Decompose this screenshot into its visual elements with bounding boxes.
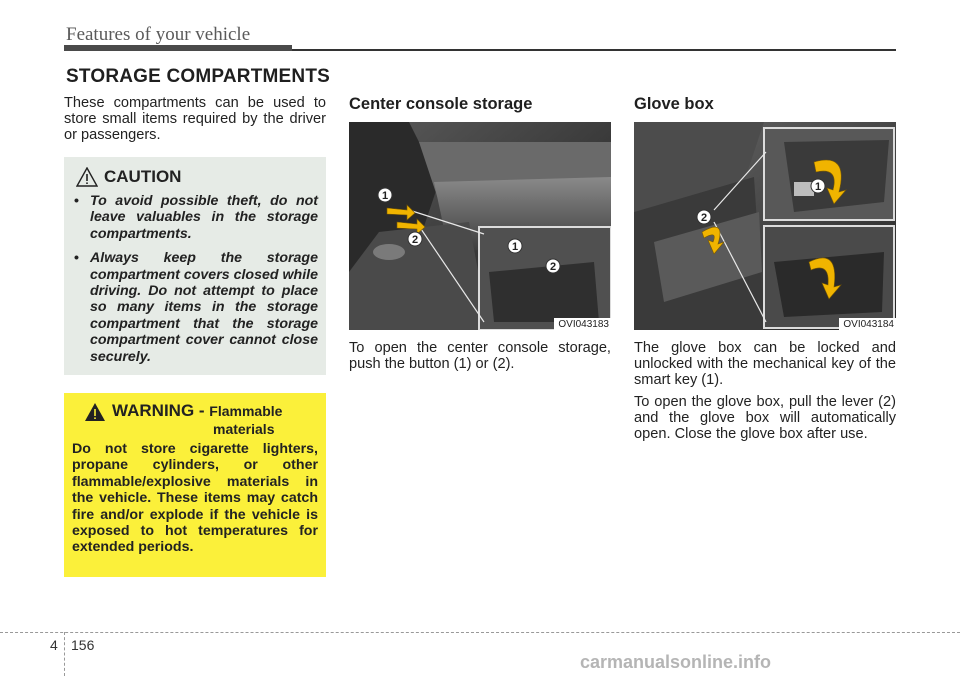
warning-box	[64, 393, 326, 577]
console-callout-2: 2	[411, 234, 419, 246]
chapter-number: 4	[50, 637, 58, 653]
caution-list	[72, 193, 318, 365]
running-header: Features of your vehicle	[66, 24, 251, 45]
glovebox-illustration	[634, 122, 896, 330]
warning-subtitle-line2: materials	[213, 421, 275, 437]
header-bar	[64, 45, 292, 51]
caution-box	[64, 157, 326, 375]
glovebox-text-2: To open the glove box, pull the lever (2) and the glove box will automatically open. Close the glove box after use.	[634, 394, 896, 443]
warning-subtitle: Flammable	[209, 403, 283, 419]
caution-heading	[76, 167, 318, 187]
caution-item: • Always keep the storage compartment covers closed while driving. Do not attempt to place so many items in the storage compartment that the storage compartment cover cannot close securely.	[74, 250, 318, 365]
glovebox-callout-2: 2	[700, 212, 708, 224]
page-number: 156	[71, 637, 95, 653]
console-illustration	[349, 122, 611, 330]
console-callout-1: 1	[381, 190, 389, 202]
header-rule	[292, 49, 896, 51]
console-photo	[349, 122, 611, 330]
footer-divider	[64, 632, 65, 676]
glovebox-image-code: OVI043184	[839, 318, 896, 330]
warning-triangle-icon	[76, 167, 98, 187]
console-text: To open the center console storage, push the button (1) or (2).	[349, 340, 611, 373]
caution-title: CAUTION	[104, 167, 182, 186]
warning-heading	[84, 401, 318, 422]
glovebox-photo	[634, 122, 896, 330]
section-title: STORAGE COMPARTMENTS	[66, 66, 331, 87]
caution-item: • To avoid possible theft, do not leave valuables in the storage compartments.	[74, 193, 318, 242]
console-inset-callout-1: 1	[511, 241, 519, 253]
warning-title: WARNING -	[112, 401, 210, 420]
glovebox-title: Glove box	[634, 95, 714, 113]
intro-paragraph: These compartments can be used to store small items required by the driver or passengers.	[64, 95, 326, 144]
console-inset-callout-2: 2	[549, 261, 557, 273]
console-image-code: OVI043183	[554, 318, 611, 330]
warning-triangle-icon	[84, 402, 106, 422]
glovebox-callout-1: 1	[814, 181, 822, 193]
console-title: Center console storage	[349, 95, 533, 113]
glovebox-text-1: The glove box can be locked and unlocked with the mechanical key of the smart key (1).	[634, 340, 896, 389]
footer-rule	[0, 632, 960, 633]
warning-body: Do not store cigarette lighters, propane cylinders, or other flammable/explosive materials in the vehicle. These items may catch fire and/or explode if the vehicle is exposed to hot temperatures for extended periods.	[72, 441, 318, 556]
watermark: carmanualsonline.info	[580, 652, 772, 672]
